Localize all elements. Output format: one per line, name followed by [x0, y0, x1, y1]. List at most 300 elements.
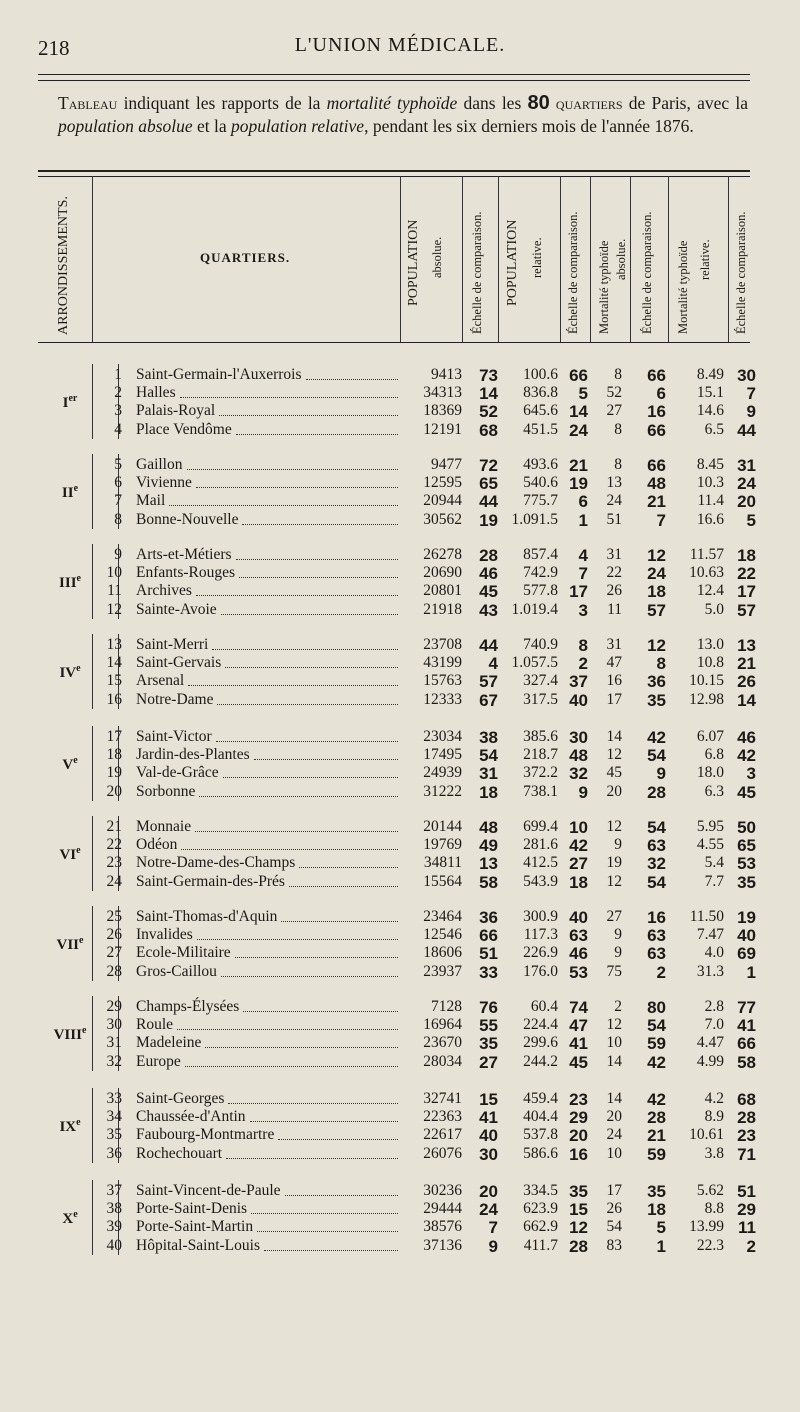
echelle-4: 30: [737, 366, 756, 385]
mortalite-absolue: 14: [606, 728, 622, 745]
echelle-4: 3: [746, 764, 756, 784]
quartier-name: Sainte-Avoie: [136, 600, 217, 618]
echelle-4: 19: [737, 908, 756, 927]
mortalite-relative: 14.6: [696, 402, 724, 420]
mortalite-relative: 22.3: [696, 1236, 724, 1254]
row-number: 7: [114, 492, 122, 510]
mortalite-absolue: 20: [606, 782, 622, 800]
echelle-1: 35: [479, 1034, 498, 1054]
table-caption: [58, 92, 748, 138]
mortalite-relative: 10.63: [689, 564, 724, 582]
quartier-name: Porte-Saint-Martin: [136, 1218, 254, 1236]
population-relative: 699.4: [523, 818, 558, 835]
echelle-2: 30: [569, 728, 588, 747]
column-divider: [560, 176, 561, 342]
row-number: 2: [114, 384, 122, 402]
quartier-name: Champs-Élysées: [136, 998, 240, 1015]
population-relative: 857.4: [523, 546, 558, 563]
population-relative: 493.6: [523, 456, 558, 473]
mortalite-absolue: 8: [614, 366, 622, 383]
echelle-3: 42: [647, 1052, 666, 1072]
row-number: 23: [106, 854, 122, 872]
mortalite-relative: 5.0: [704, 600, 724, 618]
dot-leader: [235, 957, 398, 958]
mortalite-absolue: 10: [606, 1034, 622, 1052]
mortalite-absolue: 14: [606, 1090, 622, 1107]
dot-leader: [187, 469, 398, 470]
table-row: [0, 1108, 800, 1126]
dot-leader: [199, 796, 398, 797]
dot-leader: [221, 976, 398, 977]
echelle-4: 7: [746, 384, 756, 404]
echelle-4: 17: [737, 582, 756, 602]
population-absolue: 22617: [423, 1126, 462, 1144]
echelle-3: 28: [647, 782, 666, 802]
population-relative: 540.6: [523, 474, 558, 492]
row-number: 15: [106, 672, 122, 690]
header-arrondissements: ARRONDISSEMENTS.: [56, 196, 71, 335]
quartier-name: Mail: [136, 492, 166, 510]
population-relative: 586.6: [523, 1144, 558, 1162]
mortalite-absolue: 26: [606, 582, 622, 600]
mortalite-relative: 8.49: [696, 366, 724, 383]
echelle-1: 13: [479, 854, 498, 874]
row-number: 19: [106, 764, 122, 782]
quartier-name: Saint-Thomas-d'Aquin: [136, 908, 278, 925]
echelle-2: 47: [569, 1016, 588, 1036]
mortalite-relative: 8.9: [704, 1108, 724, 1126]
mortalite-absolue: 54: [606, 1218, 622, 1236]
header-population-absolue: POPULATION: [406, 219, 421, 306]
quartier-name: Saint-Gervais: [136, 654, 222, 672]
mortalite-relative: 5.62: [696, 1182, 724, 1199]
dot-leader: [195, 831, 398, 832]
mortalite-absolue: 51: [606, 510, 622, 528]
echelle-2: 63: [569, 926, 588, 946]
echelle-2: 28: [569, 1236, 588, 1256]
population-relative: 100.6: [523, 366, 558, 383]
quartier-name: Gaillon: [136, 456, 183, 473]
echelle-3: 8: [656, 654, 666, 674]
echelle-2: 20: [569, 1126, 588, 1146]
population-relative: 404.4: [523, 1108, 558, 1126]
echelle-1: 38: [479, 728, 498, 747]
population-relative: 299.6: [523, 1034, 558, 1052]
mortalite-absolue: 19: [606, 854, 622, 872]
population-absolue: 32741: [423, 1090, 462, 1107]
caption-text: et la: [192, 116, 232, 136]
row-number: 12: [106, 600, 122, 618]
echelle-2: 35: [569, 1182, 588, 1201]
population-absolue: 12546: [423, 926, 462, 944]
population-absolue: 30236: [423, 1182, 462, 1199]
quartier-name: Chaussée-d'Antin: [136, 1108, 246, 1126]
page-number: 218: [38, 36, 70, 60]
mortalite-absolue: 8: [614, 420, 622, 438]
echelle-4: 35: [737, 872, 756, 892]
running-title: L'UNION MÉDICALE.: [294, 34, 506, 56]
dot-leader: [205, 1047, 398, 1048]
mortalite-relative: 6.8: [704, 746, 724, 764]
table-row: [0, 474, 800, 492]
row-number: 25: [106, 908, 122, 925]
mortalite-absolue: 8: [614, 456, 622, 473]
echelle-1: 66: [479, 926, 498, 946]
echelle-3: 1: [656, 1236, 666, 1256]
quartier-name: Saint-Georges: [136, 1090, 225, 1107]
table-row: [0, 384, 800, 402]
population-relative: 459.4: [523, 1090, 558, 1107]
echelle-3: 35: [647, 1182, 666, 1201]
row-number: 35: [106, 1126, 122, 1144]
echelle-1: 18: [479, 782, 498, 802]
header-mortalite-relative-sub: relative.: [698, 239, 712, 280]
population-absolue: 28034: [423, 1052, 462, 1070]
table-row: [0, 1034, 800, 1052]
echelle-1: 52: [479, 402, 498, 422]
table-row: [0, 1016, 800, 1034]
mortalite-absolue: 11: [607, 600, 622, 618]
quartier-name: Gros-Caillou: [136, 962, 217, 980]
mortalite-absolue: 12: [606, 1016, 622, 1034]
dot-leader: [216, 741, 398, 742]
population-relative: 226.9: [523, 944, 558, 962]
header-echelle-2: Échelle de comparaison.: [566, 211, 580, 334]
population-absolue: 23670: [423, 1034, 462, 1052]
dot-leader: [221, 614, 398, 615]
table-row: [0, 1126, 800, 1144]
population-relative: 577.8: [523, 582, 558, 600]
population-relative: 662.9: [523, 1218, 558, 1236]
population-absolue: 19769: [423, 836, 462, 854]
mortalite-absolue: 2: [614, 998, 622, 1015]
echelle-4: 22: [737, 564, 756, 584]
caption-text: de Paris, avec la: [622, 93, 748, 113]
column-divider: [400, 176, 401, 342]
echelle-1: 36: [479, 908, 498, 927]
row-number: 20: [106, 782, 122, 800]
echelle-1: 7: [488, 1218, 498, 1238]
echelle-2: 21: [569, 456, 588, 475]
table-row: [0, 1090, 800, 1108]
population-relative: 300.9: [523, 908, 558, 925]
row-number: 37: [106, 1182, 122, 1199]
echelle-1: 73: [479, 366, 498, 385]
dot-leader: [197, 939, 398, 940]
dot-leader: [188, 685, 398, 686]
echelle-2: 10: [569, 818, 588, 837]
table-row: [0, 854, 800, 872]
header-echelle-4: Échelle de comparaison.: [734, 211, 748, 334]
population-relative: 623.9: [523, 1200, 558, 1218]
population-relative: 740.9: [523, 636, 558, 653]
echelle-1: 15: [479, 1090, 498, 1109]
mortalite-absolue: 17: [606, 690, 622, 708]
header-echelle-3: Échelle de comparaison.: [640, 211, 654, 334]
population-absolue: 9477: [431, 456, 462, 473]
echelle-1: 48: [479, 818, 498, 837]
arrondissement-label: Ve: [62, 755, 78, 774]
echelle-2: 29: [569, 1108, 588, 1128]
quartier-name: Bonne-Nouvelle: [136, 510, 239, 528]
echelle-1: 43: [479, 600, 498, 620]
table-row: [0, 1182, 800, 1200]
population-relative: 775.7: [523, 492, 558, 510]
echelle-3: 80: [647, 998, 666, 1017]
echelle-1: 9: [488, 1236, 498, 1256]
echelle-2: 40: [569, 690, 588, 710]
dot-leader: [306, 379, 398, 380]
population-absolue: 26076: [423, 1144, 462, 1162]
header-mortalite-absolue: Mortalité typhoïde: [597, 240, 611, 334]
echelle-4: 40: [737, 926, 756, 946]
arrondissement-label: IXe: [59, 1117, 81, 1136]
quartier-name: Saint-Germain-des-Prés: [136, 872, 285, 890]
row-number: 3: [114, 402, 122, 420]
table-row: [0, 1145, 800, 1163]
column-divider: [590, 176, 591, 342]
dot-leader: [219, 415, 398, 416]
mortalite-absolue: 83: [606, 1236, 622, 1254]
echelle-2: 7: [578, 564, 588, 584]
table-row: [0, 764, 800, 782]
table-row: [0, 654, 800, 672]
quartier-name: Notre-Dame: [136, 690, 214, 708]
dot-leader: [243, 1011, 398, 1012]
echelle-2: 74: [569, 998, 588, 1017]
quartier-name: Madeleine: [136, 1034, 202, 1052]
mortalite-absolue: 22: [606, 564, 622, 582]
table-row: [0, 926, 800, 944]
row-number: 10: [106, 564, 122, 582]
row-number: 30: [106, 1016, 122, 1034]
population-relative: 60.4: [530, 998, 558, 1015]
dot-leader: [281, 921, 398, 922]
arrondissement-label: Xe: [62, 1209, 78, 1228]
population-relative: 117.3: [523, 926, 558, 944]
mortalite-absolue: 52: [606, 384, 622, 402]
quartier-name: Roule: [136, 1016, 174, 1034]
mortalite-relative: 5.95: [696, 818, 724, 835]
echelle-2: 27: [569, 854, 588, 874]
population-relative: 385.6: [523, 728, 558, 745]
echelle-4: 44: [737, 420, 756, 440]
table-row: [0, 636, 800, 654]
column-divider: [630, 176, 631, 342]
arrondissement-label: VIIIe: [53, 1025, 87, 1044]
table-row: [0, 1218, 800, 1236]
echelle-1: 30: [479, 1144, 498, 1164]
dot-leader: [226, 1158, 398, 1159]
echelle-4: 66: [737, 1034, 756, 1054]
table-row: [0, 963, 800, 981]
mortalite-relative: 10.8: [696, 654, 724, 672]
echelle-4: 51: [737, 1182, 756, 1201]
quartier-name: Place Vendôme: [136, 420, 232, 438]
dot-leader: [169, 505, 398, 506]
echelle-4: 9: [746, 402, 756, 422]
table-row: [0, 456, 800, 474]
echelle-1: 54: [479, 746, 498, 766]
header-absolue: absolue.: [430, 236, 444, 278]
echelle-2: 5: [578, 384, 588, 404]
echelle-1: 33: [479, 962, 498, 982]
echelle-2: 40: [569, 908, 588, 927]
population-relative: 451.5: [523, 420, 558, 438]
mortalite-absolue: 24: [606, 1126, 622, 1144]
dot-leader: [196, 487, 398, 488]
echelle-2: 46: [569, 944, 588, 964]
echelle-3: 54: [647, 746, 666, 766]
quartier-name: Arsenal: [136, 672, 185, 690]
mortalite-absolue: 10: [606, 1144, 622, 1162]
quartier-name: Saint-Germain-l'Auxerrois: [136, 366, 302, 383]
mortalite-relative: 12.98: [689, 690, 724, 708]
echelle-3: 28: [647, 1108, 666, 1128]
echelle-4: 50: [737, 818, 756, 837]
mortalite-relative: 6.3: [704, 782, 724, 800]
column-divider: [92, 176, 93, 342]
row-number: 40: [106, 1236, 122, 1254]
dot-leader: [242, 524, 398, 525]
echelle-3: 54: [647, 818, 666, 837]
quartier-name: Arts-et-Métiers: [136, 546, 232, 563]
population-absolue: 21918: [423, 600, 462, 618]
header-population-relative: POPULATION: [505, 219, 520, 306]
echelle-2: 4: [578, 546, 588, 565]
caption-bold: 80: [527, 92, 550, 114]
dot-leader: [250, 1121, 398, 1122]
echelle-3: 54: [647, 872, 666, 892]
table-row: [0, 836, 800, 854]
quartier-name: Halles: [136, 384, 176, 402]
table-row: [0, 492, 800, 510]
mortalite-absolue: 16: [606, 672, 622, 690]
table-row: [0, 944, 800, 962]
mortalite-relative: 2.8: [704, 998, 724, 1015]
row-number: 9: [114, 546, 122, 563]
echelle-1: 46: [479, 564, 498, 584]
quartier-name: Jardin-des-Plantes: [136, 746, 250, 764]
table-row: [0, 601, 800, 619]
echelle-3: 12: [647, 636, 666, 655]
echelle-1: 67: [479, 690, 498, 710]
row-number: 33: [106, 1090, 122, 1107]
echelle-2: 8: [578, 636, 588, 655]
echelle-1: 31: [479, 764, 498, 784]
population-relative: 327.4: [523, 672, 558, 690]
echelle-4: 58: [737, 1052, 756, 1072]
quartier-name: Rochechouart: [136, 1144, 223, 1162]
echelle-4: 2: [746, 1236, 756, 1256]
mortalite-relative: 4.47: [696, 1034, 724, 1052]
dot-leader: [257, 1231, 398, 1232]
echelle-4: 45: [737, 782, 756, 802]
echelle-2: 9: [578, 782, 588, 802]
echelle-1: 68: [479, 420, 498, 440]
row-number: 1: [114, 366, 122, 383]
population-relative: 281.6: [523, 836, 558, 854]
population-absolue: 37136: [423, 1236, 462, 1254]
echelle-3: 54: [647, 1016, 666, 1036]
echelle-3: 59: [647, 1034, 666, 1054]
quartier-name: Enfants-Rouges: [136, 564, 236, 582]
population-absolue: 30562: [423, 510, 462, 528]
echelle-1: 45: [479, 582, 498, 602]
population-relative: 244.2: [523, 1052, 558, 1070]
mortalite-relative: 6.5: [704, 420, 724, 438]
table-row: [0, 908, 800, 926]
mortalite-relative: 4.2: [704, 1090, 724, 1107]
row-number: 32: [106, 1052, 122, 1070]
mortalite-absolue: 12: [606, 872, 622, 890]
population-relative: 836.8: [523, 384, 558, 402]
echelle-2: 14: [569, 402, 588, 422]
row-number: 34: [106, 1108, 122, 1126]
population-relative: 543.9: [523, 872, 558, 890]
mortalite-relative: 11.4: [697, 492, 724, 510]
mortalite-relative: 12.4: [696, 582, 724, 600]
mortalite-absolue: 27: [606, 402, 622, 420]
echelle-3: 59: [647, 1144, 666, 1164]
echelle-3: 2: [656, 962, 666, 982]
echelle-2: 48: [569, 746, 588, 766]
table-row: [0, 728, 800, 746]
quartier-name: Europe: [136, 1052, 181, 1070]
echelle-4: 65: [737, 836, 756, 856]
table-row: [0, 998, 800, 1016]
dot-leader: [239, 577, 398, 578]
echelle-3: 21: [647, 492, 666, 512]
echelle-4: 28: [737, 1108, 756, 1128]
echelle-3: 18: [647, 1200, 666, 1220]
dot-leader: [228, 1103, 398, 1104]
echelle-2: 66: [569, 366, 588, 385]
echelle-3: 42: [647, 1090, 666, 1109]
population-absolue: 34313: [423, 384, 462, 402]
echelle-1: 19: [479, 510, 498, 530]
echelle-2: 16: [569, 1144, 588, 1164]
mortalite-absolue: 31: [606, 636, 622, 653]
caption-italic: population absolue: [58, 116, 193, 136]
dot-leader: [236, 434, 398, 435]
table-header-rule: [38, 342, 750, 343]
echelle-4: 53: [737, 854, 756, 874]
echelle-4: 71: [737, 1144, 756, 1164]
echelle-2: 15: [569, 1200, 588, 1220]
population-absolue: 20944: [423, 492, 462, 510]
mortalite-absolue: 47: [606, 654, 622, 672]
population-absolue: 15763: [423, 672, 462, 690]
table-row: [0, 564, 800, 582]
echelle-3: 16: [647, 908, 666, 927]
mortalite-relative: 18.0: [696, 764, 724, 782]
row-number: 28: [106, 962, 122, 980]
mortalite-relative: 7.47: [696, 926, 724, 944]
mortalite-absolue: 17: [606, 1182, 622, 1199]
mortalite-relative: 16.6: [696, 510, 724, 528]
echelle-3: 42: [647, 728, 666, 747]
population-absolue: 23937: [423, 962, 462, 980]
population-relative: 742.9: [523, 564, 558, 582]
echelle-2: 3: [578, 600, 588, 620]
table-rule: [38, 170, 750, 172]
population-absolue: 29444: [423, 1200, 462, 1218]
population-absolue: 12191: [423, 420, 462, 438]
echelle-1: 4: [488, 654, 498, 674]
header-rule: [38, 74, 750, 75]
echelle-3: 35: [647, 690, 666, 710]
